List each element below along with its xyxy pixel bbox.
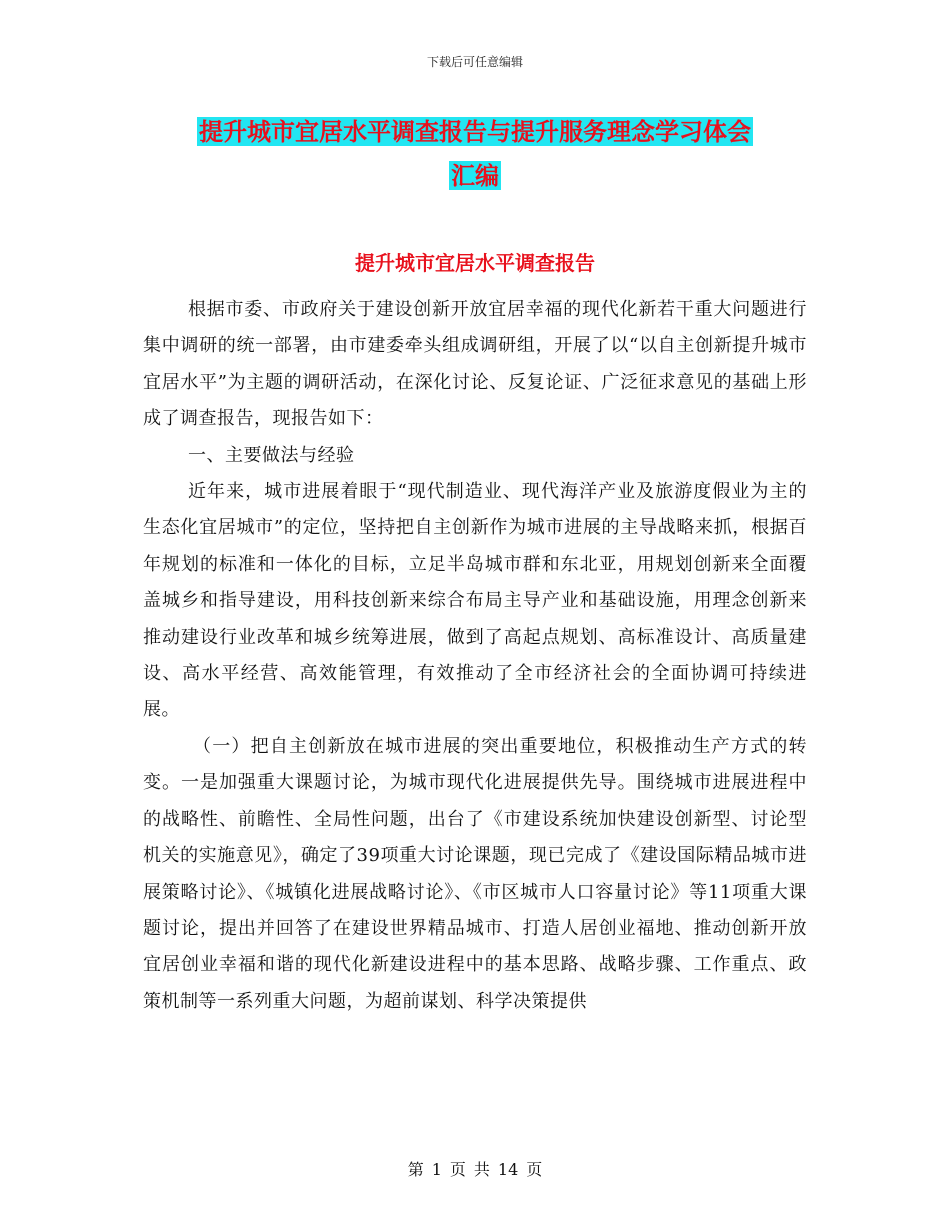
section-title: 提升城市宜居水平调查报告 (355, 251, 595, 275)
paragraph-intro: 根据市委、市政府关于建设创新开放宜居幸福的现代化新若干重大问题进行集中调研的统一部署，由市建委牵头组成调研组，开展了以“以自主创新提升城市宜居水平”为主题的调研活动，在深化讨论、反复论证、广泛征求意见的基础上形成了调查报告，现报告如下： (143, 299, 807, 430)
page-unit: 页 (449, 1160, 466, 1179)
header-note: 下载后可任意编辑 (426, 55, 523, 69)
title-line-1: 提升城市宜居水平调查报告与提升服务理念学习体会 (199, 117, 751, 146)
page-footer (0, 1157, 950, 1180)
page-current: 1 (431, 1160, 442, 1179)
title-line-2: 汇编 (451, 161, 499, 190)
heading-main-practices: 一、主要做法与经验 (188, 444, 355, 466)
total-unit: 页 (526, 1160, 543, 1179)
page-total: 14 (497, 1160, 519, 1179)
total-label: 共 (473, 1160, 490, 1179)
paragraph-recent-years: 近年来，城市进展着眼于“现代制造业、现代海洋产业及旅游度假业为主的生态化宜居城市”的定位，坚持把自主创新作为城市进展的主导战略来抓，根据百年规划的标准和一体化的目标，立足半岛城市群和东北亚，用规划创新来全面覆盖城乡和指导建设，用科技创新来综合布局主导产业和基础设施，用理念创新来推动建设行业改革和城乡统筹进展，做到了高起点规划、高标准设计、高质量建设、高水平经营、高效能管理，有效推动了全市经济社会的全面协调可持续进展。 (143, 481, 807, 721)
paragraph-section-one: （一）把自主创新放在城市进展的突出重要地位，积极推动生产方式的转变。一是加强重大课题讨论，为城市现代化进展提供先导。围绕城市进展进程中的战略性、前瞻性、全局性问题，出台了《市建设系统加快建设创新型、讨论型机关的实施意见》，确定了39项重大讨论课题，现已完成了《建设国际精品城市进展策略讨论》、《城镇化进展战略讨论》、《市区城市人口容量讨论》等11项重大课题讨论，提出并回答了在建设世界精品城市、打造人居创业福地、推动创新开放宜居创业幸福和谐的现代化新建设进程中的基本思路、战略步骤、工作重点、政策机制等一系列重大问题，为超前谋划、科学决策提供 (143, 735, 807, 1012)
document-body (143, 292, 807, 1020)
document-title (0, 110, 950, 198)
page-label: 第 (407, 1160, 424, 1179)
